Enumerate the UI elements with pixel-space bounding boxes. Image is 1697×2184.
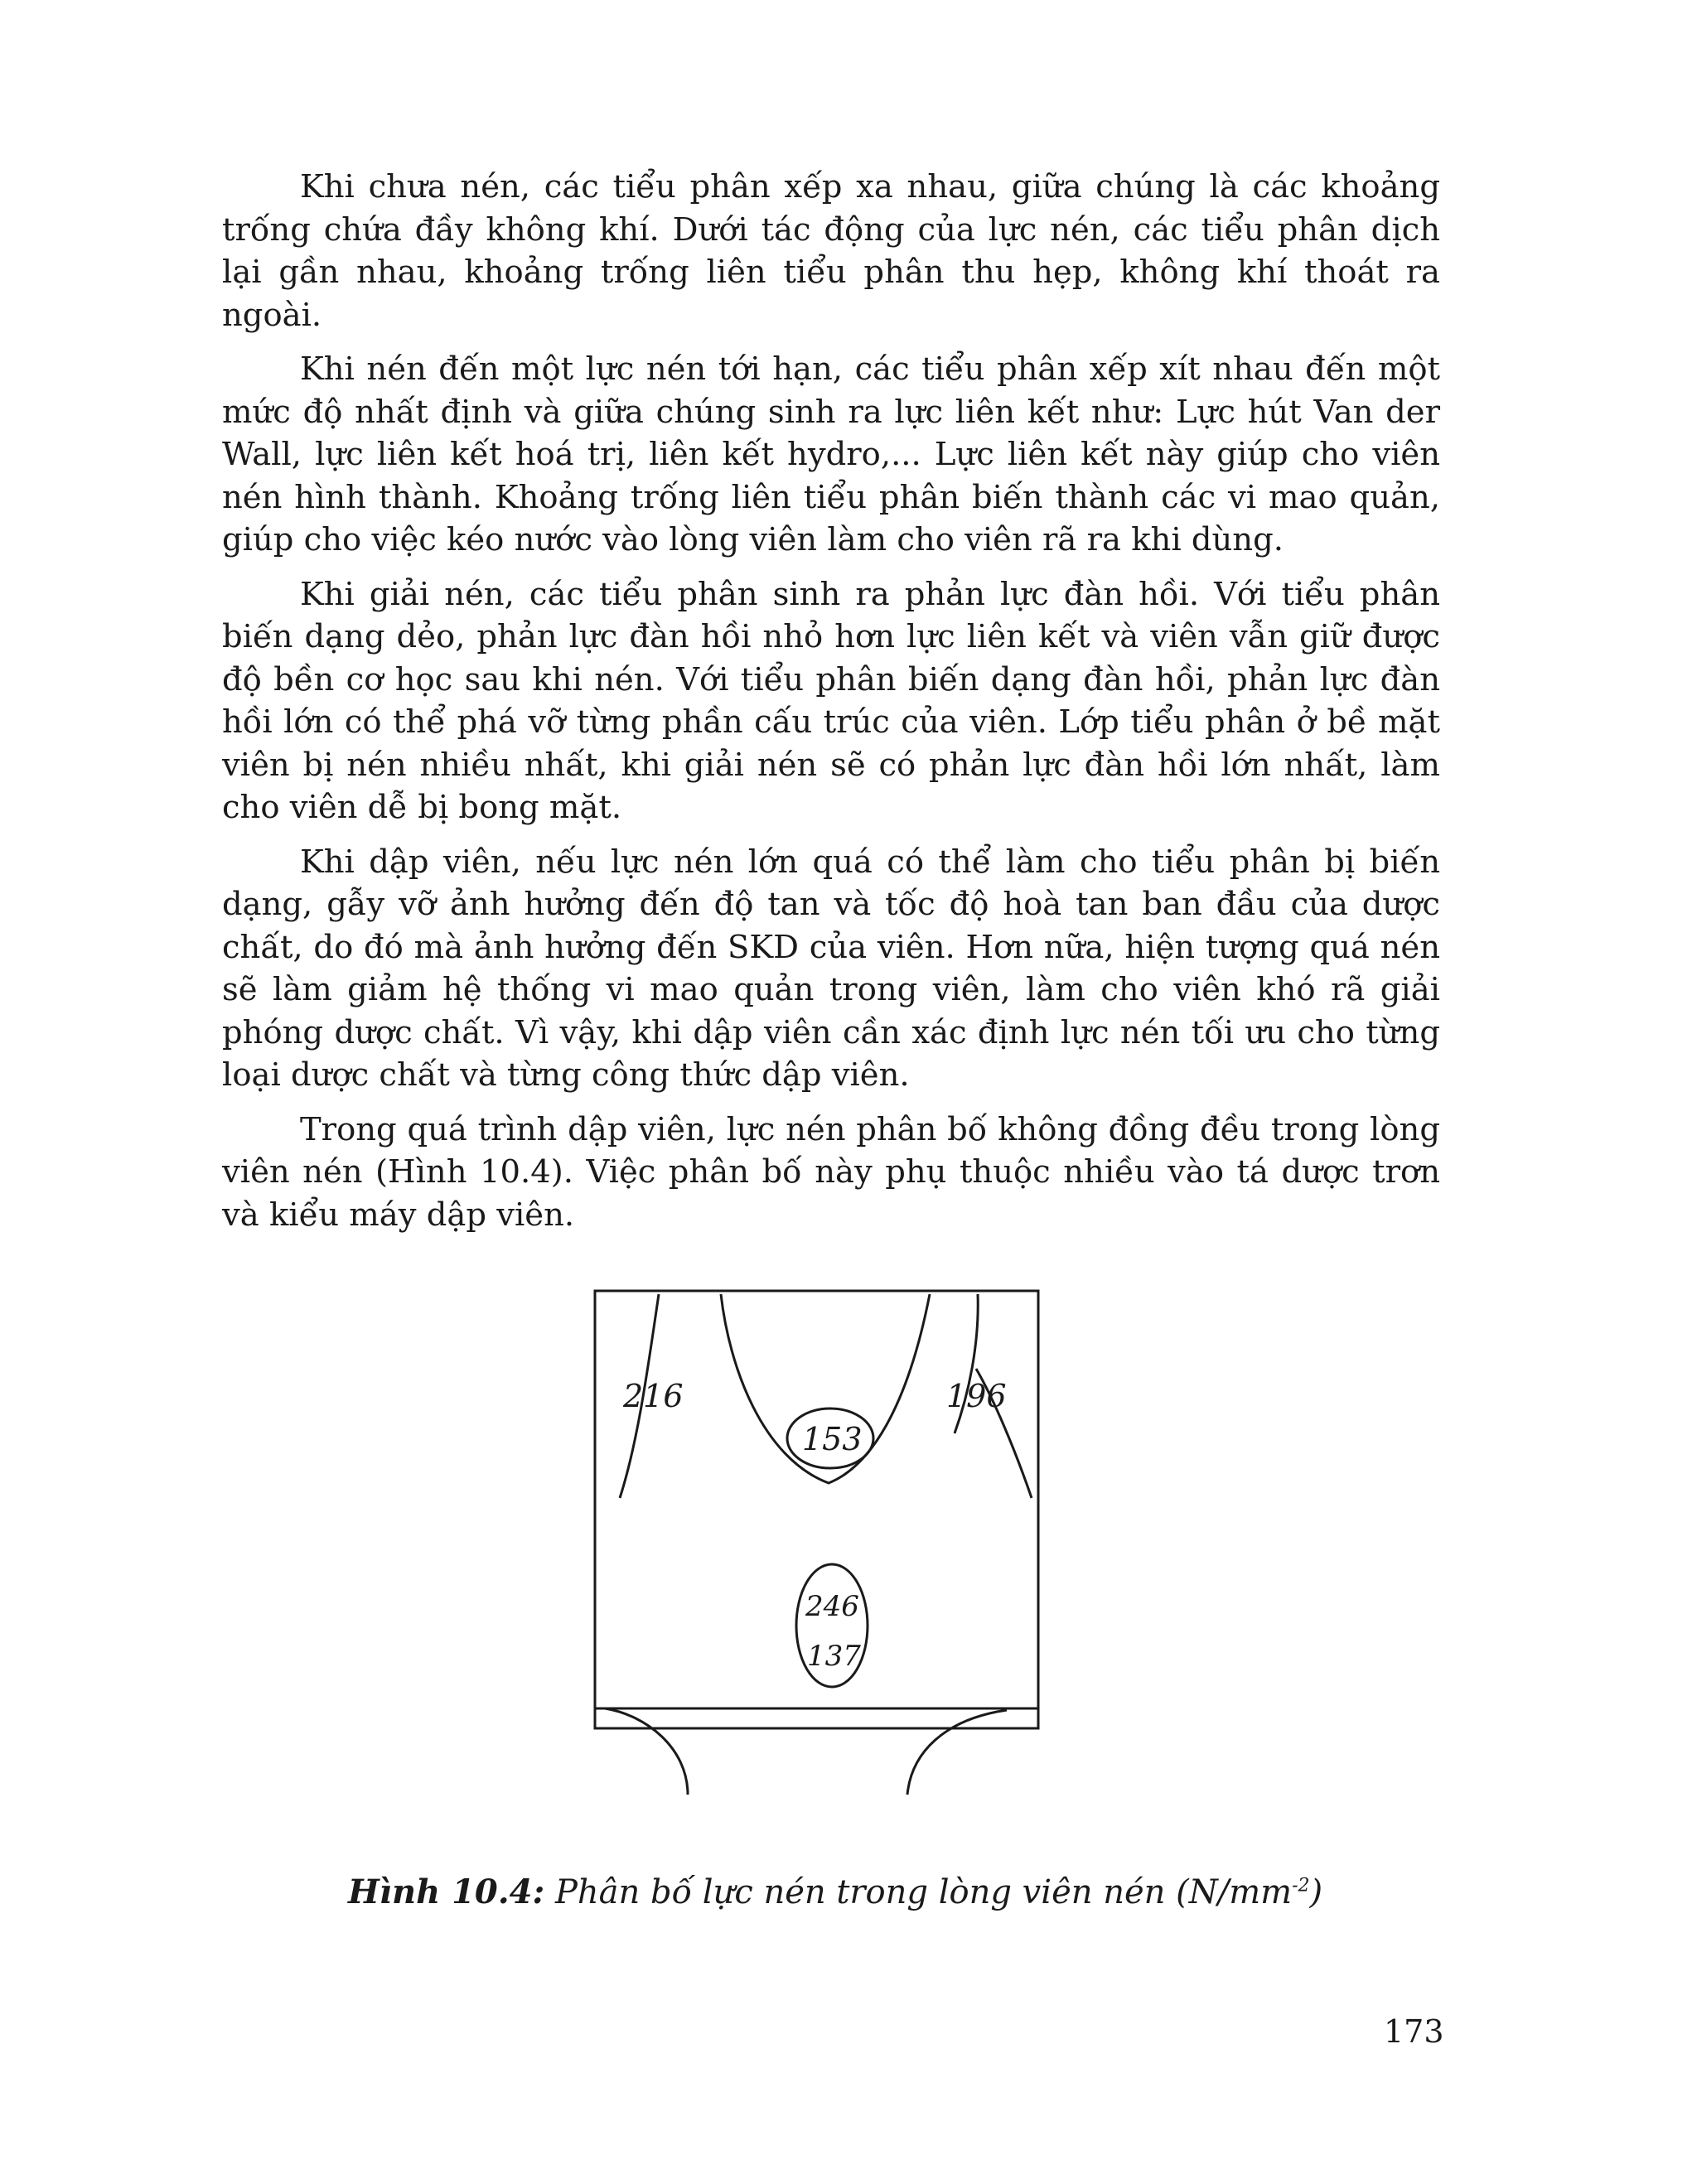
paragraph-1: Khi chưa nén, các tiểu phân xếp xa nhau, giữa chúng là các khoảng trống chứa đầy không khí. Dưới tác động của lực nén, các tiểu phân dịch lại gần nhau, khoảng trống liên tiểu phân thu hẹp, không khí thoát ra ngoài. xyxy=(222,168,1440,334)
label-196: 196 xyxy=(946,1378,1007,1414)
bottom-left-arc xyxy=(605,1708,688,1795)
label-246: 246 xyxy=(805,1590,859,1623)
label-153: 153 xyxy=(802,1421,863,1457)
tablet-cross-section-diagram xyxy=(580,1276,1044,1806)
body-text xyxy=(222,166,1440,1248)
paragraph-3: Khi giải nén, các tiểu phân sinh ra phản lực đàn hồi. Với tiểu phân biến dạng dẻo, phản lực đàn hồi nhỏ hơn lực liên kết và viên vẫn giữ được độ bền cơ học sau khi nén. Với tiểu phân biến dạng đàn hồi, phản lực đàn hồi lớn có thể phá vỡ từng phần cấu trúc của viên. Lớp tiểu phân ở bề mặt viên bị nén nhiều nhất, khi giải nén sẽ có phản lực đàn hồi lớn nhất, làm cho viên dễ bị bong mặt. xyxy=(222,575,1440,826)
caption-number: Hình 10.4: xyxy=(348,1872,545,1911)
caption-closing: ) xyxy=(1309,1873,1323,1911)
paragraph-5: Trong quá trình dập viên, lực nén phân bố không đồng đều trong lòng viên nén (Hình 10.4). Việc phân bố này phụ thuộc nhiều vào tá dược trơn và kiểu máy dập viên. xyxy=(222,1110,1440,1234)
paragraph-2: Khi nén đến một lực nén tới hạn, các tiểu phân xếp xít nhau đến một mức độ nhất định và giữa chúng sinh ra lực liên kết như: Lực hút Van der Wall, lực liên kết hoá trị, liên kết hydro,... Lực liên kết này giúp cho viên nén hình thành. Khoảng trống liên tiểu phân biến thành các vi mao quản, giúp cho việc kéo nước vào lòng viên làm cho viên rã ra khi dùng. xyxy=(222,350,1440,558)
paragraph-4: Khi dập viên, nếu lực nén lớn quá có thể làm cho tiểu phân bị biến dạng, gẫy vỡ ảnh hưởng đến độ tan và tốc độ hoà tan ban đầu của dược chất, do đó mà ảnh hưởng đến SKD của viên. Hơn nữa, hiện tượng quá nén sẽ làm giảm hệ thống vi mao quản trong viên, làm cho viên khó rã giải phóng dược chất. Vì vậy, khi dập viên cần xác định lực nén tối ưu cho từng loại dược chất và từng công thức dập viên. xyxy=(222,843,1440,1094)
figure-compression-distribution xyxy=(580,1276,1044,1806)
label-216: 216 xyxy=(623,1378,684,1414)
bottom-right-arc xyxy=(907,1710,1007,1795)
caption-superscript: -2 xyxy=(1292,1875,1310,1897)
figure-caption xyxy=(348,1872,1425,1911)
caption-text: Phân bố lực nén trong lòng viên nén (N/mm xyxy=(544,1873,1293,1911)
page-number: 173 xyxy=(1384,2013,1444,2050)
label-137: 137 xyxy=(807,1640,861,1673)
